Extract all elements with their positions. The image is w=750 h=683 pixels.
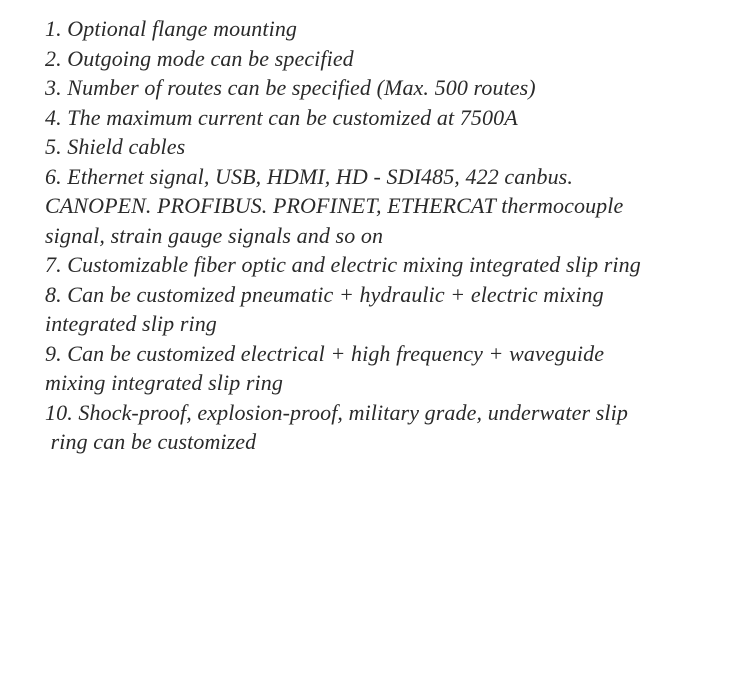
feature-line-1: 1. Optional flange mounting [45,16,298,41]
feature-line-6: 6. Ethernet signal, USB, HDMI, HD - SDI485, 422 canbus. [45,163,573,189]
feature-line-9-cont: mixing integrated slip ring [45,370,283,395]
feature-line-10: 10. Shock-proof, explosion-proof, military grade, underwater slip [45,399,628,425]
feature-line-3: 3. Number of routes can be specified (Max. 500 routes) [45,75,536,100]
feature-line-8: 8. Can be customized pneumatic + hydraulic + electric mixing [45,281,604,307]
feature-line-9: 9. Can be customized electrical + high frequency + waveguide [45,340,605,366]
feature-line-2: 2. Outgoing mode can be specified [45,45,354,71]
feature-line-8-cont: integrated slip ring [45,311,217,336]
feature-line-4: 4. The maximum current can be customized at 7500A [45,104,518,130]
feature-line-5: 5. Shield cables [45,134,186,159]
feature-list [45,14,745,457]
feature-line-6-cont-2: signal, strain gauge signals and so on [45,222,384,248]
feature-line-6-cont-1: CANOPEN. PROFIBUS. PROFINET, ETHERCAT thermocouple [45,193,624,218]
feature-line-7: 7. Customizable fiber optic and electric mixing integrated slip ring [45,252,641,277]
feature-line-10-cont: ring can be customized [45,429,257,454]
